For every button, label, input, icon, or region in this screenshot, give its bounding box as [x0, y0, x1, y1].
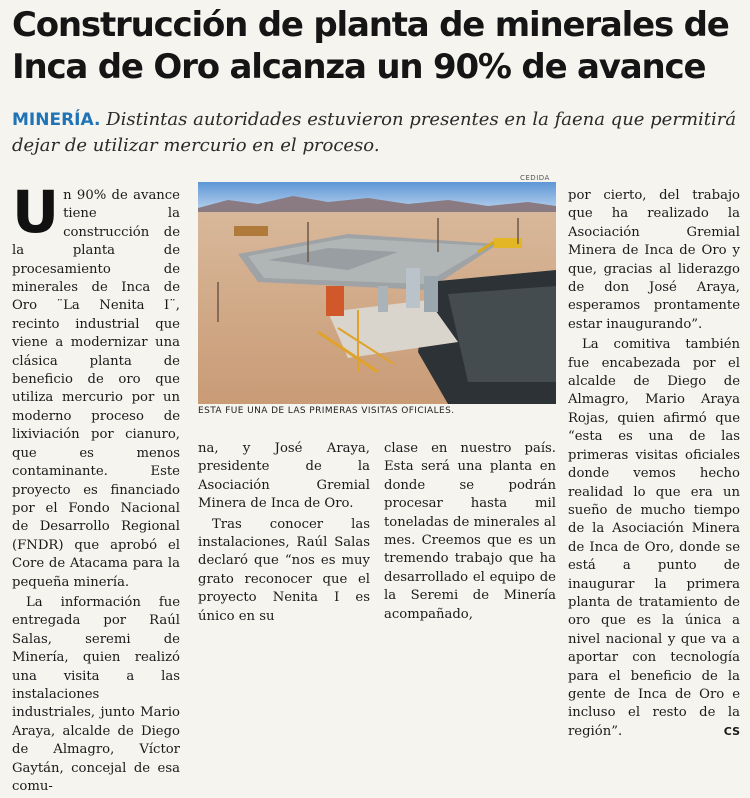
- paragraph-4: Tras conocer las instalaciones, Raúl Salas declaró que “nos es muy grato reconocer que el proyecto Nenita I es único en su: [198, 516, 370, 624]
- paragraph-1: [12, 178, 180, 592]
- photo-caption: ESTA FUE UNA DE LAS PRIMERAS VISITAS OFICIALES.: [198, 406, 455, 416]
- article-column-3: [384, 440, 556, 626]
- paragraph-7-text: La comitiva también fue encabezada por el alcalde de Diego de Almagro, Mario Araya Rojas, quien afirmó que “esta es una de las primeras visitas oficiales donde vemos hecho realidad lo que era un sueño de mucho tiempo de la Asociación Minera de Inca de Oro, donde se está a punto de inaugurar la primera planta de tratamiento de oro que es la única a nivel nacional y que va a aportar con tecnología para el beneficio de la gente de Inca de Oro e incluso el resto de la región”.: [568, 337, 740, 739]
- headline-line-1: Construcción de planta de minerales de: [12, 5, 729, 45]
- deck-text: Distintas autoridades estuvieron presentes en la faena que permitirá dejar de utilizar mercurio en el proceso.: [12, 109, 737, 156]
- paragraph-3: na, y José Araya, presidente de la Asociación Gremial Minera de Inca de Oro.: [198, 441, 370, 512]
- article-column-1: [12, 178, 180, 798]
- article-column-4: [568, 187, 740, 743]
- article-photo: [198, 182, 556, 404]
- headline: [12, 4, 742, 88]
- mining-plant-photo: [198, 182, 556, 404]
- drop-cap: U: [12, 178, 60, 246]
- deck: [12, 107, 742, 158]
- end-mark: CS: [723, 724, 740, 738]
- headline-line-2: Inca de Oro alcanza un 90% de avance: [12, 47, 706, 87]
- section-kicker: MINERÍA.: [12, 110, 101, 130]
- paragraph-1-text: n 90% de avance tiene la construcción de la planta de procesamiento de minerales de Inca de Oro ¨La Nenita I¨, recinto industrial que viene a modernizar una clásica planta de beneficio de oro que utiliza mercurio por un moderno proceso de lixiviación por cianuro, que es menos contaminante. Este proyecto es financiado por el Fondo Nacional de Desarrollo Regional (FNDR) que aprobó el Core de Atacama para la pequeña minería.: [12, 188, 180, 590]
- paragraph-5: clase en nuestro país. Esta será una planta en donde se podrán procesar hasta mil toneladas de minerales al mes. Creemos que es un tremendo trabajo que ha desarrollado el equipo de la Seremi de Minería acompañado,: [384, 441, 556, 622]
- paragraph-7: [568, 336, 740, 741]
- paragraph-6: por cierto, del trabajo que ha realizado la Asociación Gremial Minera de Inca de Oro y que, gracias al liderazgo de don José Araya, esperamos prontamente estar inaugurando”.: [568, 188, 740, 332]
- paragraph-2: La información fue entregada por Raúl Salas, seremi de Minería, quien realizó una visita a las instalaciones industriales, junto Mario Araya, alcalde de Diego de Almagro, Víctor Gaytán, concejal de esa comu-: [12, 594, 180, 794]
- photo-credit: CEDIDA: [520, 174, 550, 182]
- article-column-2: [198, 440, 370, 628]
